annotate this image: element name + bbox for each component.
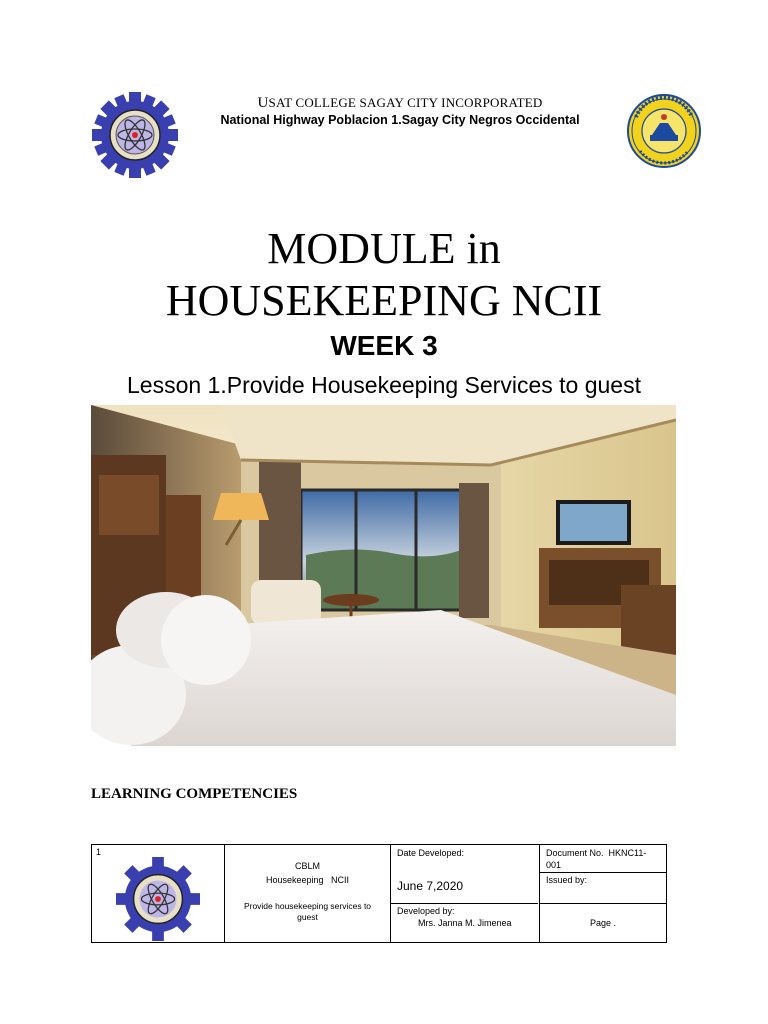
date-developed-value: June 7,2020 (397, 879, 464, 893)
developed-by-label: Developed by: (397, 906, 455, 916)
lesson-title: Lesson 1.Provide Housekeeping Services to guest (127, 372, 641, 398)
topic-text: Provide housekeeping services to guest (243, 901, 372, 922)
module-title-line1: MODULE in (267, 224, 501, 273)
learning-competencies-heading: LEARNING COMPETENCIES (91, 786, 298, 802)
developed-by-value: Mrs. Janna M. Jimenea (418, 918, 512, 928)
page-number: 1 (96, 847, 102, 857)
school-gear-logo (92, 92, 178, 178)
college-address: National Highway Poblacion 1.Sagay City Negros Occidental (220, 113, 580, 127)
deped-seal-logo (627, 92, 701, 170)
college-name-initial: U (257, 95, 269, 111)
course-name: Housekeeping NCII (265, 875, 350, 885)
document-number-line1: Document No. HKNC11- (546, 848, 647, 858)
hotel-room-photo (91, 405, 676, 746)
date-developed-label: Date Developed: (397, 848, 465, 858)
week-label: WEEK 3 (330, 330, 438, 361)
module-title-line2: HOUSEKEEPING NCII (165, 276, 603, 325)
page-label: Page . (589, 918, 617, 928)
college-name-rest: SAT COLLEGE SAGAY CITY INCORPORATED (268, 95, 543, 110)
college-name (180, 95, 620, 112)
cblm-label: CBLM (294, 861, 320, 871)
issued-by-label: Issued by: (546, 875, 588, 885)
document-control-table (91, 844, 667, 943)
document-number-line2: 001 (546, 860, 562, 870)
school-gear-logo-small (102, 857, 214, 941)
